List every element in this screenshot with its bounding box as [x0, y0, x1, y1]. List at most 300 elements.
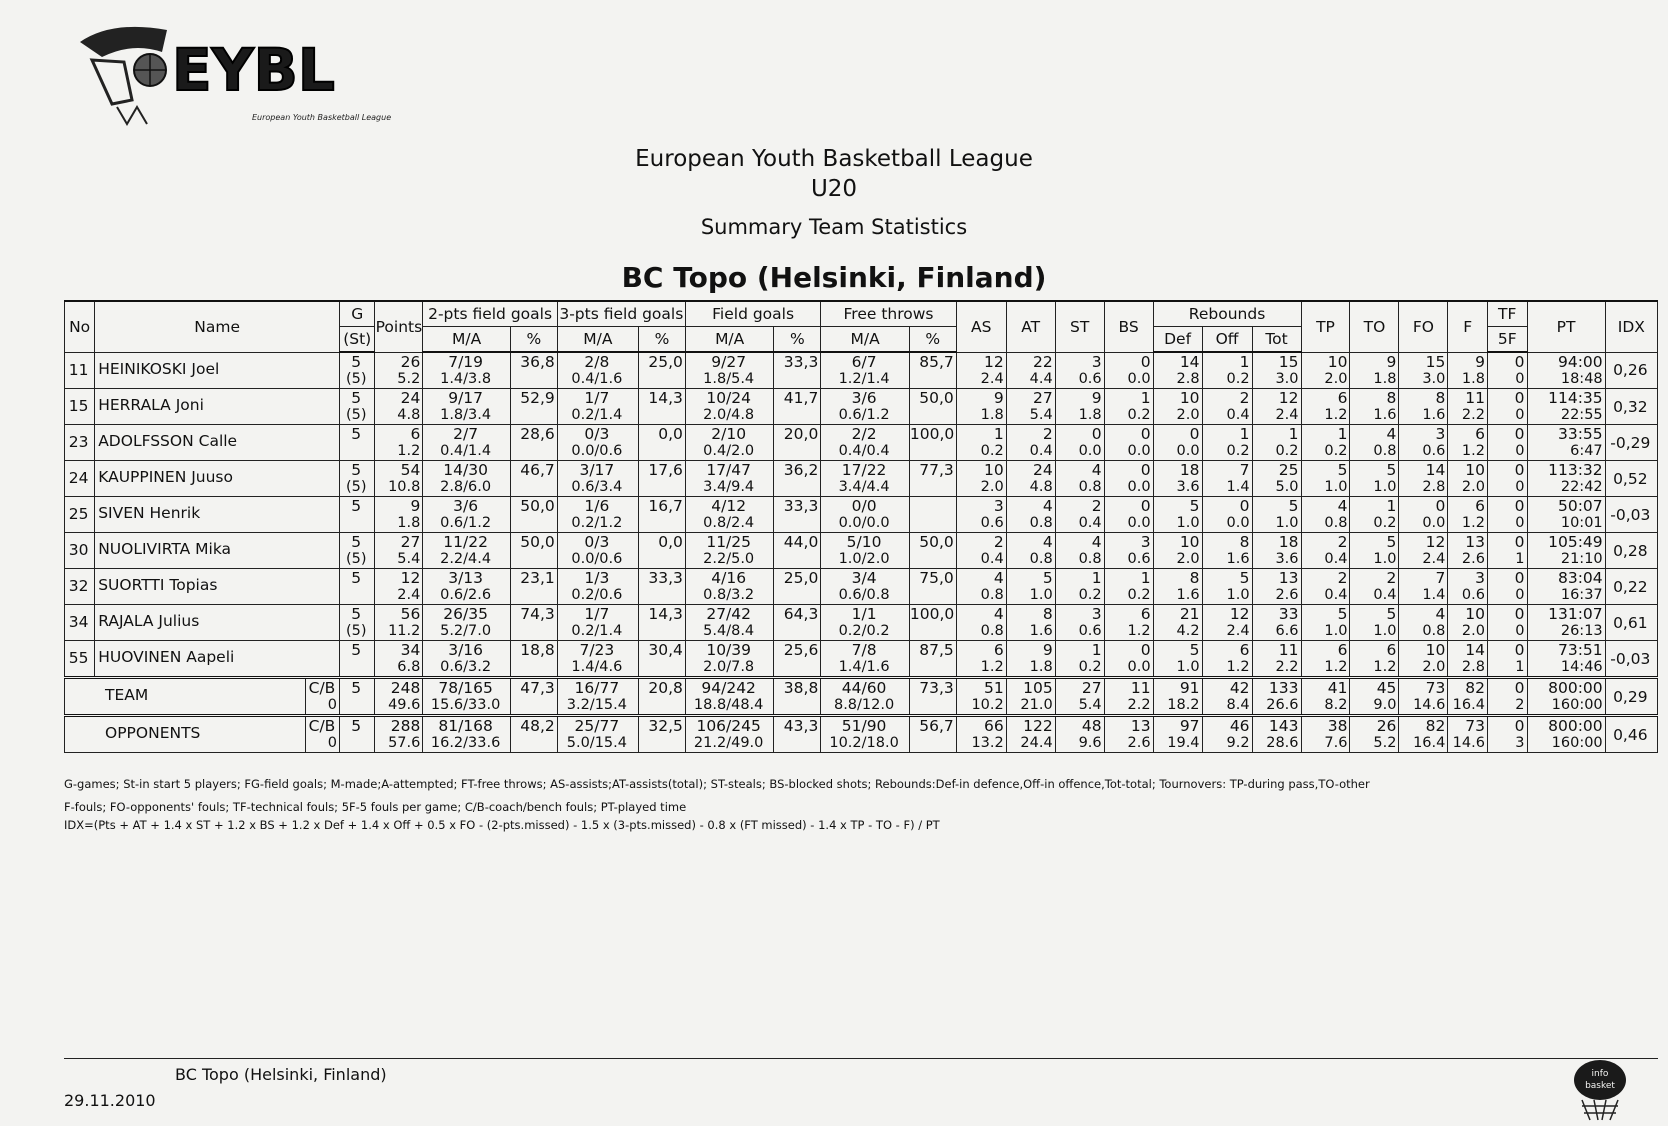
- cell-fg2_pct: [510, 641, 557, 678]
- stat-fg_pct: 36,2: [783, 461, 819, 479]
- cell-fo: [1399, 461, 1448, 497]
- stat-pts: 34: [400, 641, 421, 659]
- cell-stl: [1055, 497, 1104, 533]
- cell-tp: [1301, 716, 1350, 753]
- stat-5f: 0: [1515, 515, 1525, 531]
- stat-fg3: 1/7: [584, 389, 610, 407]
- cell-fg_pct: [774, 716, 821, 753]
- stat-bs-avg: 0.0: [1127, 479, 1151, 495]
- stat-fg3_pct: 20,8: [648, 679, 683, 697]
- player-number: 30: [68, 541, 89, 559]
- stat-tp-avg: 0.4: [1324, 551, 1348, 567]
- stat-fg3-avg: 0.0/0.6: [571, 443, 623, 459]
- stat-def-avg: 1.0: [1176, 515, 1200, 531]
- cell-fg: [685, 716, 774, 753]
- cell-name: [95, 533, 340, 569]
- col-fg-pct: %: [774, 327, 821, 353]
- cell-no: [65, 425, 95, 461]
- stat-as: 6: [993, 641, 1004, 659]
- cell-no: [65, 641, 95, 678]
- stat-g: 5: [351, 425, 362, 443]
- cell-def: [1153, 678, 1202, 716]
- stat-fg3: 25/77: [574, 717, 620, 735]
- cell-fg: [685, 641, 774, 678]
- stat-stl-avg: 0.8: [1078, 479, 1102, 495]
- stat-fg3: 1/3: [584, 569, 610, 587]
- stat-to-avg: 9.0: [1373, 697, 1397, 713]
- stat-cb: C/B: [308, 679, 336, 697]
- stat-fg_pct: 33,3: [783, 353, 819, 371]
- stat-fg3_pct: 25,0: [648, 353, 683, 371]
- stat-off: 1: [1239, 425, 1250, 443]
- totals-label: TEAM: [105, 686, 149, 704]
- cell-fg2: [423, 533, 511, 569]
- col-fg-ma: M/A: [685, 327, 774, 353]
- stat-fg2-avg: 15.6/33.0: [430, 697, 501, 713]
- stat-as-avg: 0.6: [980, 515, 1004, 531]
- stat-bs: 3: [1140, 533, 1151, 551]
- header-row-1: [65, 301, 1658, 327]
- stat-fg3_pct: 16,7: [648, 497, 683, 515]
- cell-fg2_pct: [510, 389, 557, 425]
- stat-fo-avg: 16.4: [1413, 735, 1446, 751]
- stat-at: 8: [1042, 605, 1053, 623]
- stat-tot-avg: 0.2: [1275, 443, 1299, 459]
- stats-body: [65, 352, 1658, 753]
- stat-def-avg: 0.0: [1176, 443, 1200, 459]
- stat-g: 5: [351, 605, 362, 623]
- stat-fo: 0: [1435, 497, 1446, 515]
- cell-tot: [1252, 605, 1301, 641]
- cell-at: [1006, 533, 1055, 569]
- stat-stl-avg: 0.6: [1078, 370, 1102, 387]
- cell-g: [340, 641, 375, 678]
- cell-ft_pct: [909, 352, 956, 389]
- stat-f: 6: [1475, 425, 1485, 443]
- cell-fg2_pct: [510, 461, 557, 497]
- stat-f-avg: 0.6: [1461, 587, 1485, 603]
- player-number: 11: [68, 360, 89, 379]
- stat-tp-avg: 0.2: [1324, 443, 1348, 459]
- stat-ft: 5/10: [846, 533, 882, 551]
- stat-g: 5: [351, 717, 362, 735]
- stat-fg3_pct: 14,3: [648, 389, 683, 407]
- stat-5f: 0: [1515, 407, 1525, 423]
- stat-fo-avg: 0.8: [1422, 623, 1446, 639]
- stat-bs: 11: [1130, 679, 1151, 697]
- stat-tp-avg: 1.0: [1324, 479, 1348, 495]
- stat-bs-avg: 0.0: [1127, 443, 1151, 459]
- stat-tot: 11: [1278, 641, 1299, 659]
- stat-fg_pct: 41,7: [783, 389, 819, 407]
- stat-fg3-avg: 0.0/0.6: [571, 551, 623, 567]
- stat-bs-avg: 1.2: [1127, 623, 1151, 639]
- cell-at: [1006, 569, 1055, 605]
- stat-fo-avg: 2.8: [1422, 479, 1446, 495]
- cell-ft: [821, 678, 910, 716]
- stat-off-avg: 8.4: [1226, 697, 1250, 713]
- stat-as-avg: 0.2: [980, 443, 1004, 459]
- player-number: 23: [68, 433, 89, 451]
- stat-pt-avg: 21:10: [1560, 551, 1603, 567]
- stat-pts-avg: 4.8: [397, 407, 421, 423]
- stat-tot-avg: 1.0: [1275, 515, 1299, 531]
- cell-tf: [1487, 389, 1527, 425]
- stat-tot-avg: 2.6: [1275, 587, 1299, 603]
- stat-def-avg: 2.0: [1176, 551, 1200, 567]
- stat-as: 3: [993, 497, 1004, 515]
- stat-off: 2: [1239, 389, 1250, 407]
- stat-pt: 73:51: [1557, 641, 1603, 659]
- cell-fg_pct: [774, 605, 821, 641]
- stat-off: 7: [1239, 461, 1250, 479]
- stat-fg3_pct: 33,3: [648, 569, 683, 587]
- stat-ft: 7/8: [851, 641, 877, 659]
- stat-as-avg: 1.2: [980, 659, 1004, 675]
- cell-pt: [1527, 605, 1605, 641]
- cell-bs: [1104, 605, 1153, 641]
- cell-pts: [375, 569, 423, 605]
- stat-fo-avg: 1.4: [1422, 587, 1446, 603]
- stat-fg3-avg: 0.2/0.6: [571, 587, 623, 603]
- cell-fg2_pct: [510, 497, 557, 533]
- cell-at: [1006, 389, 1055, 425]
- stat-pts: 26: [400, 352, 421, 371]
- cell-fo: [1399, 716, 1448, 753]
- cell-fo: [1399, 425, 1448, 461]
- stat-bs-avg: 0.0: [1127, 659, 1151, 675]
- stat-fg_pct: 44,0: [783, 533, 819, 551]
- cell-name: [95, 605, 340, 641]
- col-pt: PT: [1527, 301, 1605, 352]
- stat-fg_pct: 20,0: [783, 425, 819, 443]
- cell-tot: [1252, 497, 1301, 533]
- stat-g: 5: [351, 389, 362, 407]
- cell-tot: [1252, 533, 1301, 569]
- cell-tf: [1487, 425, 1527, 461]
- cell-fg3_pct: [639, 497, 686, 533]
- stat-cb-val: 0: [327, 735, 338, 751]
- stat-pts-avg: 11.2: [388, 623, 421, 639]
- stat-def: 18: [1179, 461, 1200, 479]
- footer-team: BC Topo (Helsinki, Finland): [175, 1065, 387, 1084]
- stat-def-avg: 1.0: [1176, 659, 1200, 675]
- stat-pt-avg: 16:37: [1560, 587, 1603, 603]
- stat-fg3: 0/3: [584, 425, 610, 443]
- stat-as-avg: 10.2: [971, 697, 1004, 713]
- stat-to: 2: [1386, 569, 1397, 587]
- stat-ft-avg: 3.4/4.4: [838, 479, 890, 495]
- cell-fg: [685, 425, 774, 461]
- stat-pt-avg: 14:46: [1560, 659, 1603, 675]
- cell-fg2: [423, 389, 511, 425]
- stat-tp-avg: 7.6: [1324, 735, 1348, 751]
- cell-stl: [1055, 605, 1104, 641]
- stat-pts: 12: [400, 569, 421, 587]
- stat-off: 46: [1229, 717, 1250, 735]
- cell-fg: [685, 352, 774, 389]
- stat-at: 24: [1032, 461, 1053, 479]
- stat-fg: 17/47: [706, 461, 751, 479]
- stat-to-avg: 1.0: [1373, 479, 1397, 495]
- stat-def: 97: [1179, 717, 1200, 735]
- cell-pt: [1527, 678, 1605, 716]
- cell-tf: [1487, 352, 1527, 389]
- stat-5f: 0: [1515, 479, 1525, 495]
- stat-fg2-avg: 0.4/1.4: [440, 443, 492, 459]
- stat-fo-avg: 3.0: [1422, 370, 1446, 387]
- cell-idx: 0,28: [1605, 533, 1657, 569]
- stat-pt-avg: 10:01: [1560, 515, 1603, 531]
- cell-to: [1350, 641, 1399, 678]
- cell-fg2: [423, 569, 511, 605]
- stat-off: 1: [1239, 353, 1250, 371]
- cell-as: [956, 389, 1006, 425]
- player-row: [65, 605, 1658, 641]
- cell-tf: [1487, 605, 1527, 641]
- cell-def: [1153, 497, 1202, 533]
- cell-ft: [821, 569, 910, 605]
- player-name: HERRALA Joni: [98, 396, 204, 414]
- stat-pt-avg: 160:00: [1551, 735, 1603, 751]
- stat-ft-avg: 0.6/0.8: [838, 587, 890, 603]
- cell-fg2: [423, 352, 511, 389]
- cell-tf: [1487, 497, 1527, 533]
- cell-no: [65, 352, 95, 389]
- stat-fg2-avg: 1.4/3.8: [440, 371, 492, 387]
- stat-stl: 4: [1091, 533, 1102, 551]
- stat-fg2_pct: 47,3: [520, 679, 555, 697]
- stat-fg2: 2/7: [453, 425, 479, 443]
- logo-tagline: European Youth Basketball League: [252, 113, 392, 122]
- stat-pts: 56: [400, 605, 421, 623]
- stat-to-avg: 1.8: [1373, 370, 1397, 387]
- stat-fg3_pct: 0,0: [658, 533, 683, 551]
- stat-tot-avg: 2.2: [1275, 659, 1299, 675]
- stat-stl-avg: 5.4: [1078, 697, 1102, 713]
- cell-as: [956, 425, 1006, 461]
- cell-f: [1448, 461, 1488, 497]
- cell-at: [1006, 605, 1055, 641]
- stat-fg2_pct: 36,8: [520, 353, 555, 371]
- stat-as: 9: [993, 389, 1004, 407]
- stat-pt: 113:32: [1548, 461, 1603, 479]
- player-name: NUOLIVIRTA Mika: [98, 540, 232, 558]
- cell-to: [1350, 569, 1399, 605]
- stat-as: 2: [993, 533, 1004, 551]
- cell-ft: [821, 716, 910, 753]
- cell-idx: 0,32: [1605, 389, 1657, 425]
- stat-ft_pct: 100,0: [909, 605, 955, 623]
- cell-bs: [1104, 389, 1153, 425]
- stat-def: 0: [1189, 425, 1200, 443]
- stat-fg: 94/242: [701, 679, 756, 697]
- stat-bs: 13: [1130, 717, 1151, 735]
- stat-f-avg: 2.2: [1461, 407, 1485, 423]
- cell-name: [95, 497, 340, 533]
- stat-fg2-avg: 16.2/33.6: [430, 735, 501, 751]
- cell-idx: 0,26: [1605, 352, 1657, 389]
- stat-fg2: 3/13: [448, 569, 484, 587]
- stat-fg: 10/24: [706, 389, 751, 407]
- stat-as: 4: [993, 605, 1004, 623]
- stat-pt: 33:55: [1557, 425, 1603, 443]
- stat-at: 4: [1042, 533, 1053, 551]
- cell-tp: [1301, 533, 1350, 569]
- stat-off-avg: 0.4: [1226, 407, 1250, 423]
- stat-off-avg: 0.2: [1226, 371, 1250, 387]
- cell-idx: -0,29: [1605, 425, 1657, 461]
- cell-tot: [1252, 716, 1301, 753]
- cell-fo: [1399, 678, 1448, 716]
- stat-at: 27: [1032, 389, 1053, 407]
- cell-fg: [685, 678, 774, 716]
- stat-5f: 0: [1515, 371, 1525, 387]
- legend-line-1: G-games; St-in start 5 players; FG-field goals; M-made;A-attempted; FT-free throws; AS-assists;AT-assists(total); ST-steals; BS-blocked shots; Rebounds:Def-in defence,Off-in offence,Tot-total; Tournovers: TP-during pass,TO-other: [64, 777, 1370, 791]
- cell-fg2_pct: [510, 569, 557, 605]
- stat-bs: 0: [1140, 425, 1151, 443]
- col-at: AT: [1006, 301, 1055, 352]
- cell-fg: [685, 533, 774, 569]
- stat-off-avg: 1.6: [1226, 551, 1250, 567]
- stat-at: 2: [1042, 425, 1053, 443]
- cell-pts: [375, 352, 423, 389]
- stat-tot: 143: [1268, 717, 1299, 735]
- stat-ft: 44/60: [841, 679, 887, 697]
- stat-at-avg: 1.0: [1029, 587, 1053, 603]
- cell-fg_pct: [774, 461, 821, 497]
- stat-tot: 12: [1278, 389, 1299, 407]
- stat-tf: 0: [1514, 533, 1525, 551]
- cell-no: [65, 605, 95, 641]
- stat-stl: 3: [1091, 605, 1102, 623]
- cell-to: [1350, 605, 1399, 641]
- stat-fg2-avg: 0.6/3.2: [440, 659, 492, 675]
- cell-fg_pct: [774, 569, 821, 605]
- stat-stl-avg: 9.6: [1078, 735, 1102, 751]
- cell-idx: 0,46: [1605, 716, 1657, 753]
- stat-fg_pct: 43,3: [783, 717, 819, 735]
- cell-tp: [1301, 389, 1350, 425]
- cell-no: [65, 569, 95, 605]
- stat-fg2: 11/22: [443, 533, 488, 551]
- stat-fg-avg: 2.0/7.8: [703, 659, 755, 675]
- stat-bs: 0: [1140, 352, 1151, 371]
- footer-divider: [64, 1058, 1658, 1059]
- stat-bs-avg: 2.2: [1127, 697, 1151, 713]
- cell-tf: [1487, 569, 1527, 605]
- stat-pts-avg: 1.2: [397, 443, 421, 459]
- cell-f: [1448, 497, 1488, 533]
- cell-as: [956, 461, 1006, 497]
- stat-pts: 6: [410, 425, 421, 443]
- cell-cb: [305, 678, 339, 716]
- stat-fg3: 3/17: [579, 461, 615, 479]
- stat-fg2_pct: 52,9: [520, 389, 555, 407]
- stat-pt: 800:00: [1548, 679, 1603, 697]
- cell-fg3: [557, 716, 638, 753]
- stat-as-avg: 1.8: [980, 407, 1004, 423]
- stat-as-avg: 0.4: [980, 551, 1004, 567]
- stat-tot: 25: [1278, 461, 1299, 479]
- stat-def: 10: [1179, 389, 1200, 407]
- cell-stl: [1055, 389, 1104, 425]
- stat-as: 12: [984, 352, 1004, 371]
- cell-no: [65, 533, 95, 569]
- stat-pts-avg: 6.8: [397, 659, 421, 675]
- cell-team-label: [65, 678, 306, 716]
- stat-fo: 82: [1425, 717, 1446, 735]
- stat-ft_pct: [910, 497, 954, 498]
- stat-tp: 10: [1327, 352, 1348, 371]
- stat-pts: 248: [390, 679, 421, 697]
- stat-fo-avg: 0.0: [1422, 515, 1446, 531]
- cell-pts: [375, 533, 423, 569]
- infobasket-logo: [1570, 1058, 1630, 1122]
- stat-def: 21: [1179, 605, 1200, 623]
- stat-stl: 0: [1091, 425, 1102, 443]
- cell-g: [340, 605, 375, 641]
- stat-fg2_pct: 48,2: [520, 717, 555, 735]
- cell-def: [1153, 569, 1202, 605]
- cell-bs: [1104, 461, 1153, 497]
- stat-ft-avg: 0.6/1.2: [838, 407, 890, 423]
- stat-ft: 1/1: [851, 605, 877, 623]
- cell-fg3_pct: [639, 569, 686, 605]
- totals-row: [65, 716, 1658, 753]
- cell-pt: [1527, 389, 1605, 425]
- stat-cb-val: 0: [327, 697, 338, 713]
- stat-tf: 0: [1514, 425, 1525, 443]
- cell-ft_pct: [909, 461, 956, 497]
- cell-tf: [1487, 716, 1527, 753]
- stat-fg2_pct: 18,8: [520, 641, 555, 659]
- col-st: ST: [1055, 301, 1104, 352]
- stat-pts: 288: [390, 717, 421, 735]
- cell-pts: [375, 641, 423, 678]
- cell-fg_pct: [774, 497, 821, 533]
- cell-fg3_pct: [639, 641, 686, 678]
- stat-bs: 1: [1140, 569, 1151, 587]
- cell-fg2: [423, 425, 511, 461]
- cell-idx: 0,61: [1605, 605, 1657, 641]
- cell-tot: [1252, 389, 1301, 425]
- stat-ft: 17/22: [841, 461, 887, 479]
- col-tp: TP: [1301, 301, 1350, 352]
- cell-tf: [1487, 533, 1527, 569]
- infobasket-icon: [1570, 1058, 1630, 1122]
- cell-g: [340, 389, 375, 425]
- stat-g: 5: [351, 641, 362, 659]
- col-fg2-pct: %: [510, 327, 557, 353]
- stat-tp-avg: 1.0: [1324, 623, 1348, 639]
- cell-fg_pct: [774, 425, 821, 461]
- col-fg: Field goals: [685, 301, 820, 327]
- cell-idx: -0,03: [1605, 641, 1657, 678]
- cell-as: [956, 352, 1006, 389]
- stat-as: 4: [993, 569, 1004, 587]
- stat-fg2-avg: 1.8/3.4: [440, 407, 492, 423]
- stat-cb: C/B: [308, 717, 336, 735]
- col-as: AS: [956, 301, 1006, 352]
- stat-tot-avg: 5.0: [1275, 479, 1299, 495]
- stat-f-avg: 16.4: [1452, 697, 1485, 713]
- stat-fg3: 16/77: [574, 679, 620, 697]
- cell-off: [1202, 533, 1252, 569]
- stat-fo: 14: [1425, 461, 1446, 479]
- cell-no: [65, 389, 95, 425]
- player-row: [65, 533, 1658, 569]
